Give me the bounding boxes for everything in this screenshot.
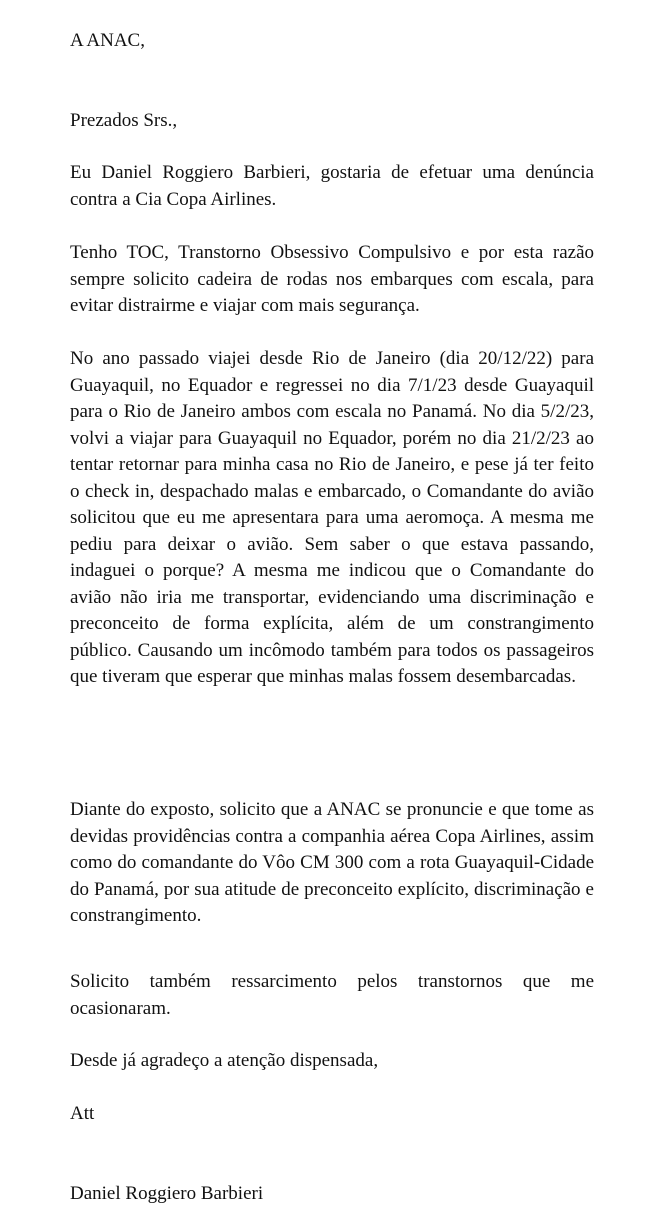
salutation-to: A ANAC, xyxy=(70,30,145,51)
paragraph-condition: Tenho TOC, Transtorno Obsessivo Compulsivo e por esta razão sempre solicito cadeira de rodas nos embarques com escala, para evitar distrairme e viajar com mais segurança. xyxy=(70,242,594,316)
paragraph-complaint-intro: Eu Daniel Roggiero Barbieri, gostaria de efetuar uma denúncia contra a Cia Copa Airlines. xyxy=(70,162,594,210)
greeting: Prezados Srs., xyxy=(70,110,178,131)
closing-line: Desde já agradeço a atenção dispensada, xyxy=(70,1050,379,1071)
paragraph-incident: No ano passado viajei desde Rio de Janeiro (dia 20/12/22) para Guayaquil, no Equador e regressei no dia 7/1/23 desde Guayaquil para o Rio de Janeiro ambos com escala no Panamá. No dia 5/2/23, volvi a viajar para Guayaquil no Equador, porém no dia 21/2/23 ao tentar retornar para minha casa no Rio de Janeiro, e pese já ter feito o check in, despachado malas e embarcado, o Comandante do avião solicitou que eu me apresentara para uma aeromoça. A mesma me pediu para deixar o avião. Sem saber o que estava passando, indaguei o porque? A mesma me indicou que o Comandante do avião não iria me transportar, evidenciando uma discriminação e preconceito de forma explícita, além de um constrangimento público. Causando um incômodo também para todos os passageiros que tiveram que esperar que minhas malas fossem desembarcadas. xyxy=(70,348,594,687)
paragraph-request: Diante do exposto, solicito que a ANAC se pronuncie e que tome as devidas providências contra a companhia aérea Copa Airlines, assim como do comandante do Vôo CM 300 com a rota Guayaquil-Cidade do Panamá, por sua atitude de preconceito explícito, discriminação e constrangimento. xyxy=(70,799,594,926)
paragraph-reimbursement: Solicito também ressarcimento pelos transtornos que me ocasionaram. xyxy=(70,971,594,1019)
att-line: Att xyxy=(70,1103,95,1124)
signature-name: Daniel Roggiero Barbieri xyxy=(70,1183,264,1204)
